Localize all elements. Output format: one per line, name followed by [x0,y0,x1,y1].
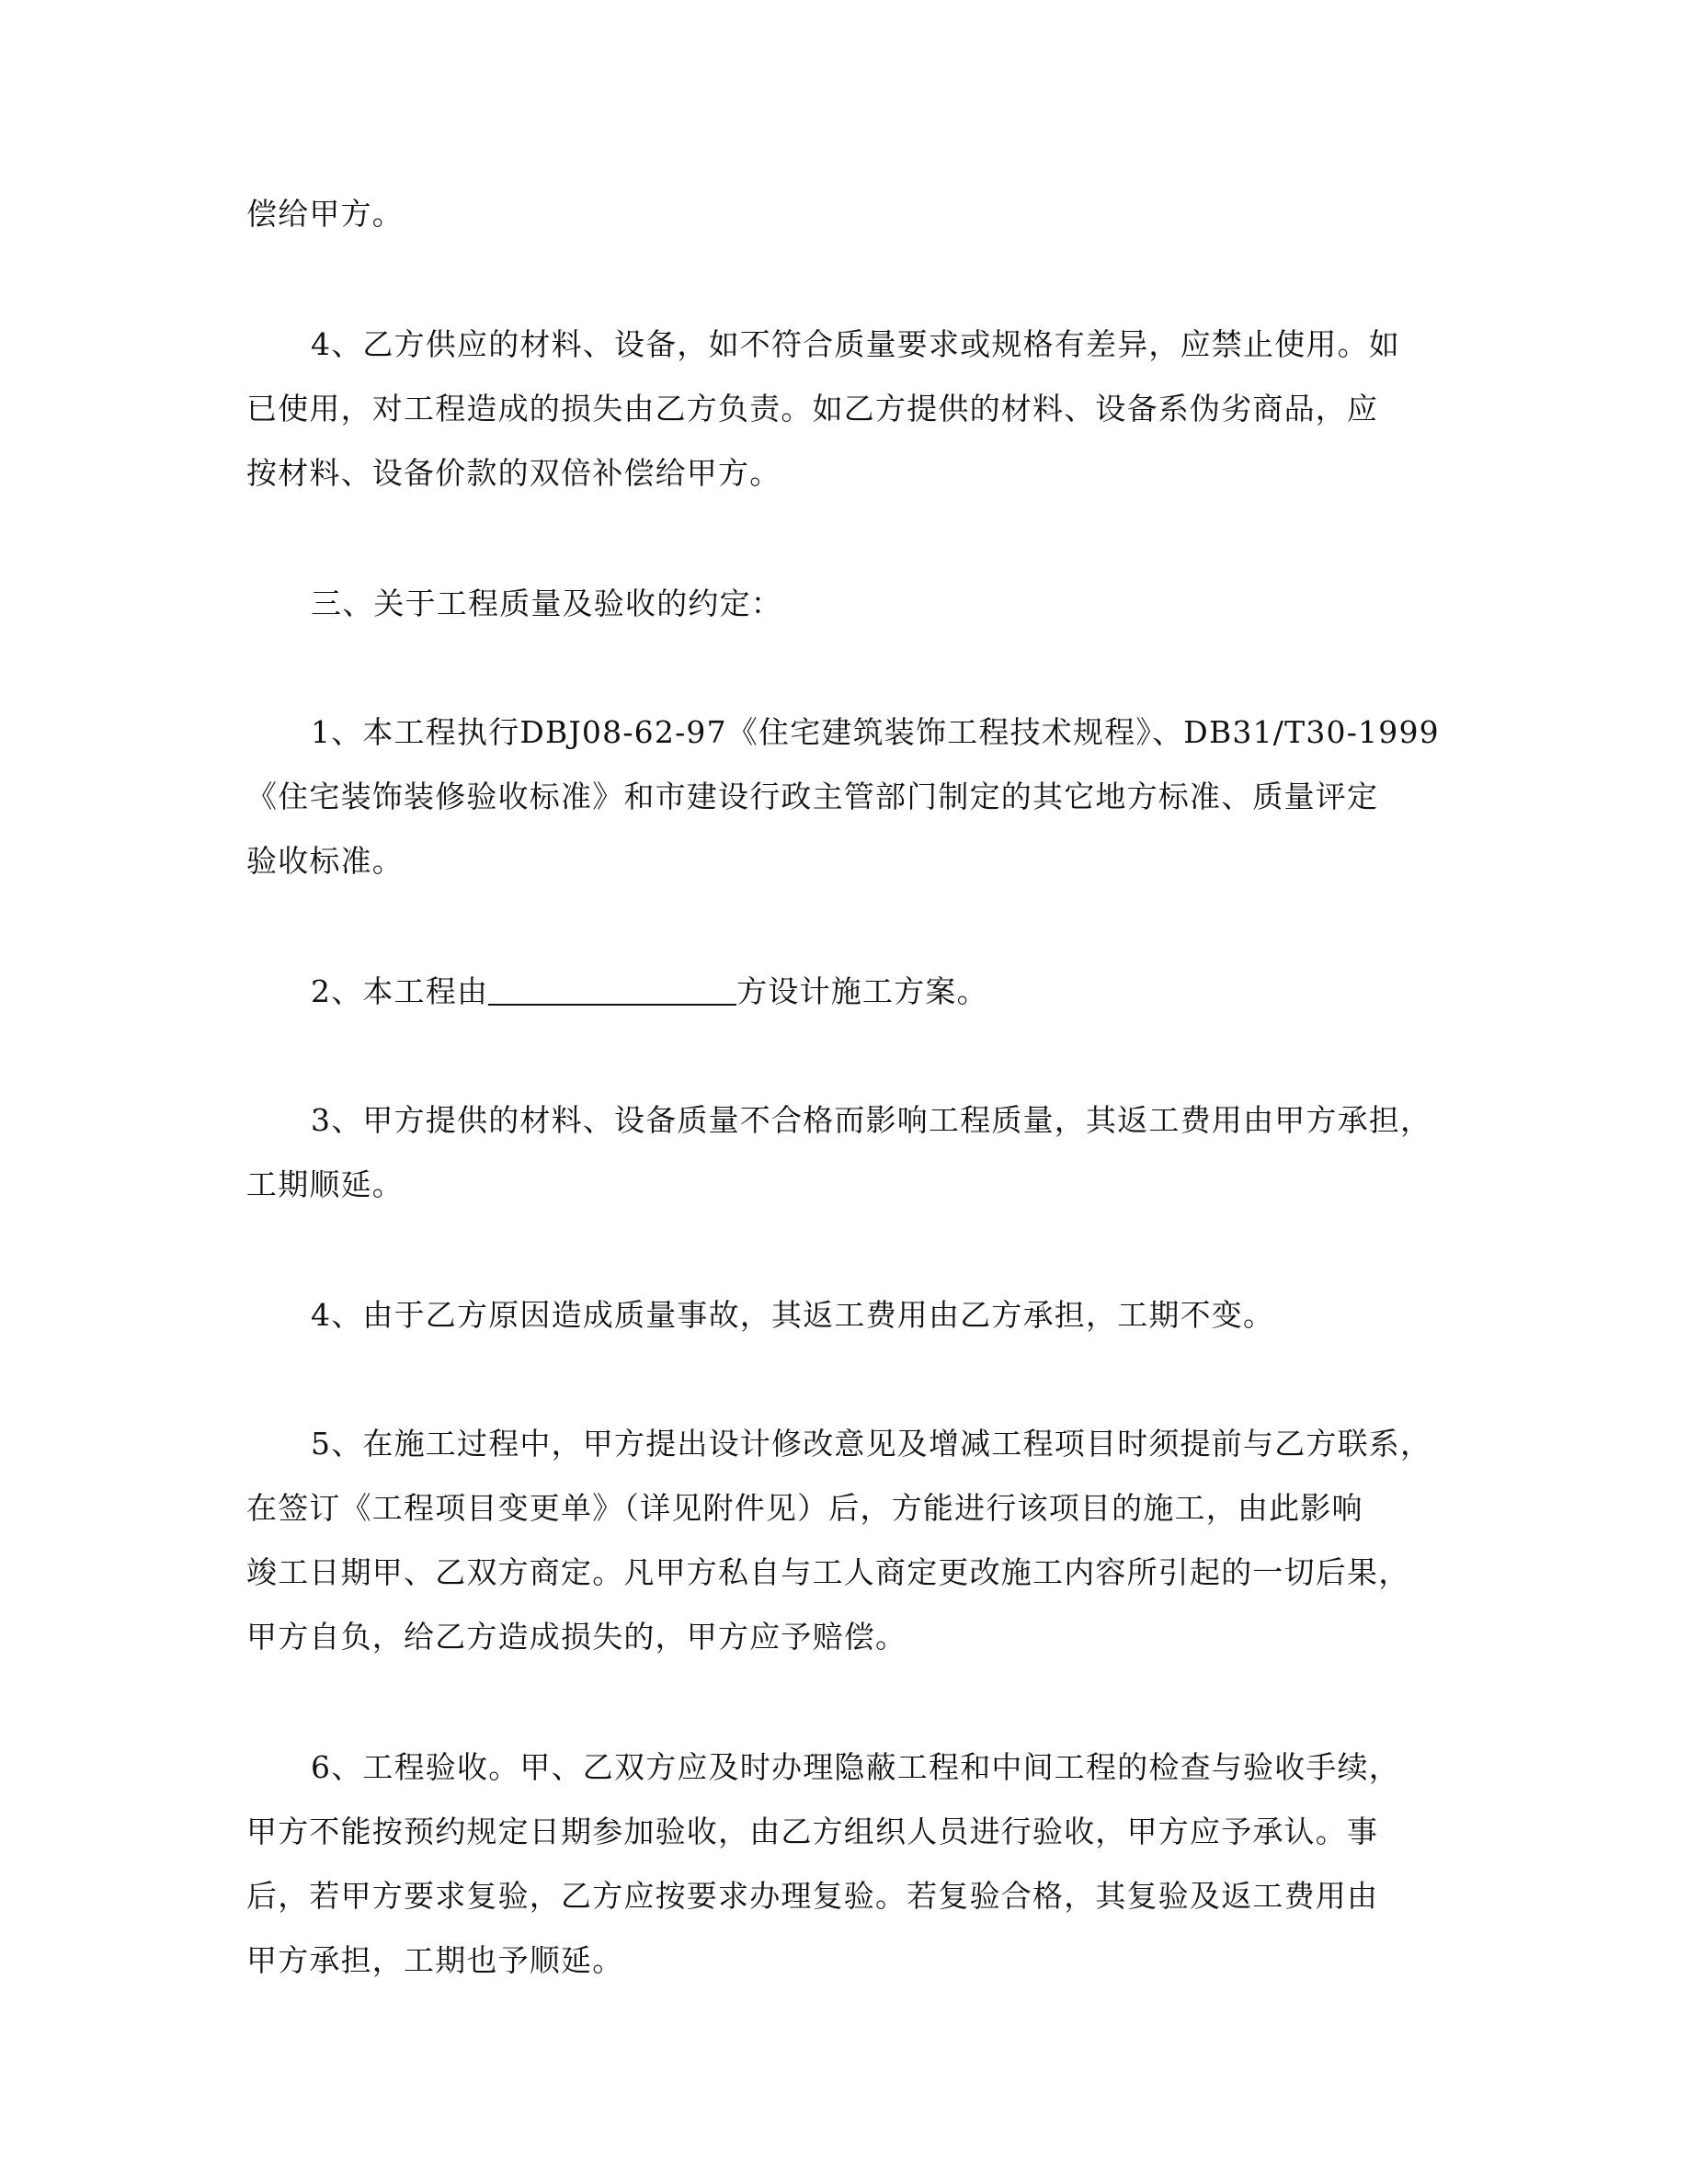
text-line: 偿给甲方。 [246,196,404,232]
text-line: 《住宅装饰装修验收标准》和市建设行政主管部门制定的其它地方标准、质量评定 [246,779,1379,814]
paragraph-design-changes [246,1412,1442,1669]
text-line: 6、工程验收。甲、乙双方应及时办理隐蔽工程和中间工程的检查与验收手续， [311,1749,1400,1785]
text-line: 5、在施工过程中，甲方提出设计修改意见及增减工程项目时须提前与乙方联系， [311,1426,1432,1462]
fill-in-blank[interactable] [488,973,736,1006]
text-line: 验收标准。 [246,843,404,879]
text-line: 在签订《工程项目变更单》（详见附件见）后，方能进行该项目的施工，由此影响 [246,1490,1363,1526]
text-line: 三、关于工程质量及验收的约定： [311,586,782,621]
text-line: 3、甲方提供的材料、设备质量不合格而影响工程质量，其返工费用由甲方承担， [311,1102,1432,1138]
text-line: 按材料、设备价款的双倍补偿给甲方。 [246,455,781,491]
text-line: 甲方承担，工期也予顺延。 [246,1942,624,1978]
text-line: 后，若甲方要求复验，乙方应按要求办理复验。若复验合格，其复验及返工费用由 [246,1878,1379,1914]
paragraph-design-party [246,960,1442,1024]
text-line: 4、由于乙方原因造成质量事故，其返工费用由乙方承担，工期不变。 [311,1297,1275,1333]
text-line: 甲方不能按预约规定日期参加验收，由乙方组织人员进行验收，甲方应予承认。事 [246,1814,1379,1849]
text-line: 甲方自负，给乙方造成损失的，甲方应予赔偿。 [246,1619,907,1655]
paragraph-supplier-materials [246,313,1442,506]
paragraph-quality-accident [246,1283,1442,1348]
paragraph-acceptance [246,1735,1442,1993]
paragraph-standards [246,700,1442,893]
text-line: 竣工日期甲、乙双方商定。凡甲方私自与工人商定更改施工内容所引起的一切后果， [246,1554,1410,1590]
paragraph-continuation [246,182,1442,246]
text-line: 工期顺延。 [246,1166,404,1202]
text-line: 2、本工程由 方设计施工方案。 [311,973,988,1009]
text-line: 已使用，对工程造成的损失由乙方负责。如乙方提供的材料、设备系伪劣商品，应 [246,391,1379,427]
text-line: 4、乙方供应的材料、设备，如不符合质量要求或规格有差异，应禁止使用。如 [311,326,1400,362]
text-line: 1、本工程执行DBJ08-62-97《住宅建筑装饰工程技术规程》、DB31/T30-1999 [311,714,1440,750]
section-heading-quality [246,572,1442,636]
paragraph-owner-materials [246,1088,1442,1217]
